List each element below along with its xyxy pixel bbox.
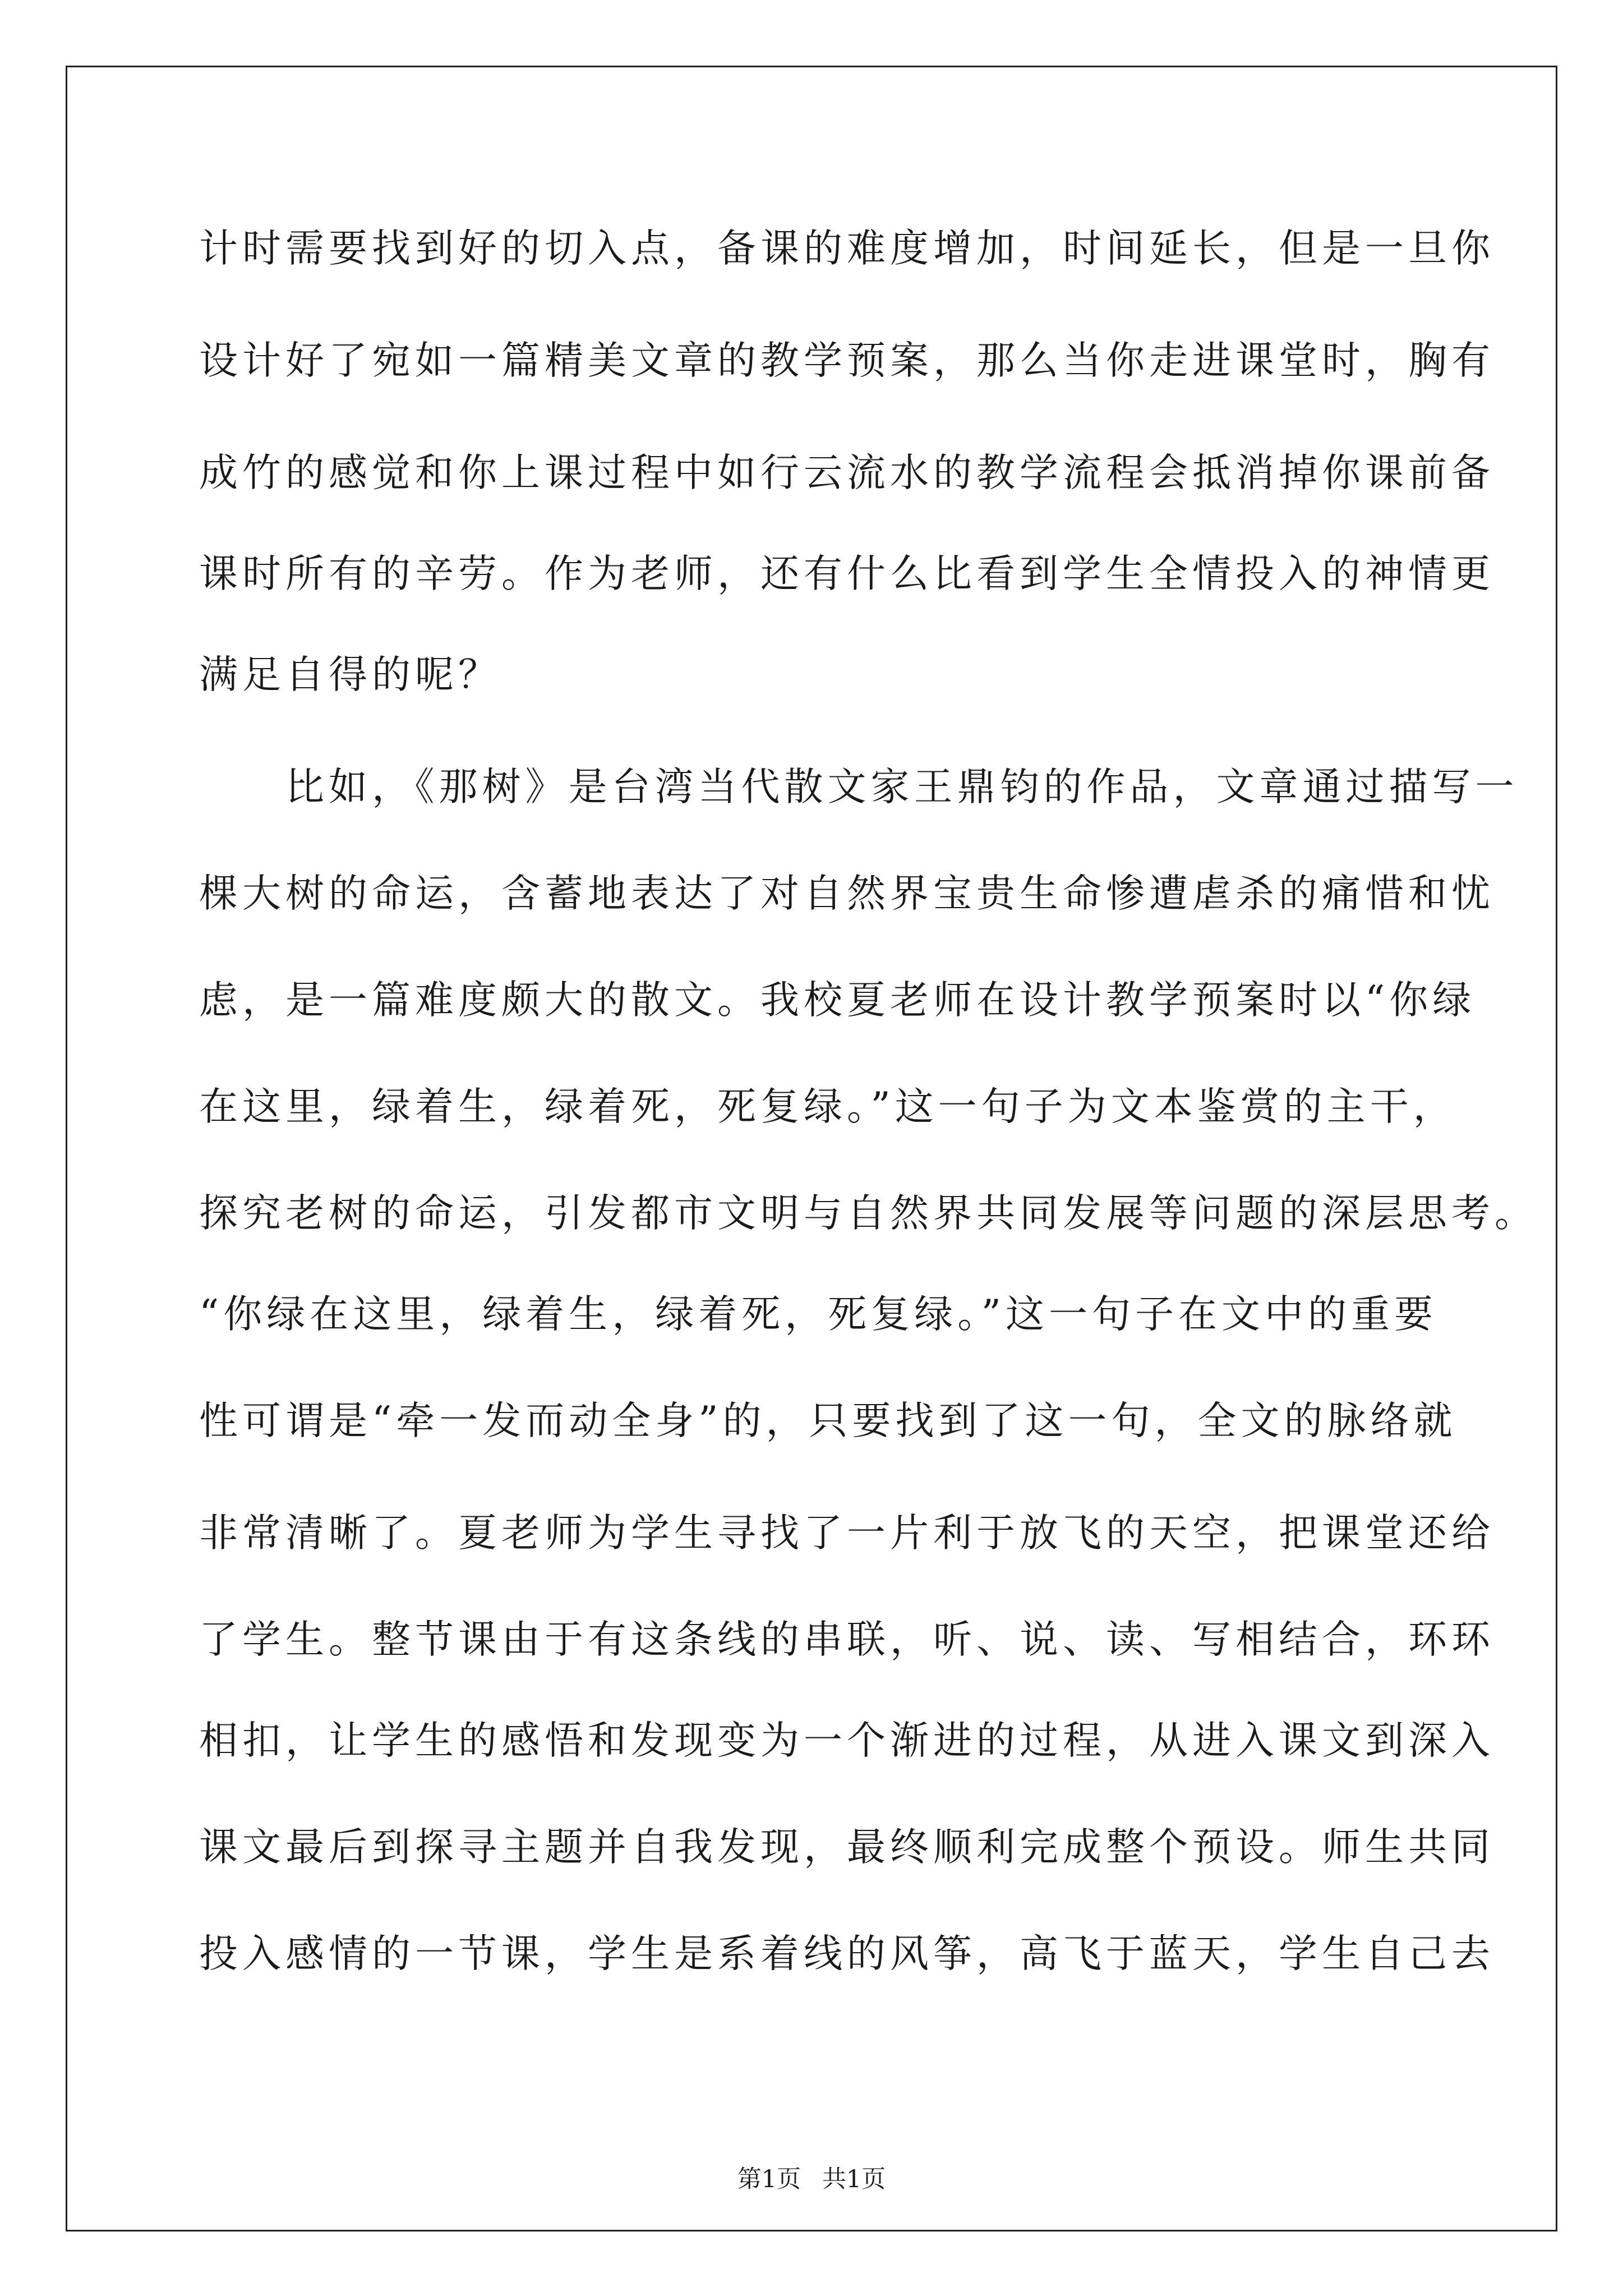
text-line: 在这里，绿着生，绿着死，死复绿。”这一句子为文本鉴赏的主干， [199,1084,1456,1129]
text-line: 非常清晰了。夏老师为学生寻找了一片利于放飞的天空，把课堂还给 [199,1511,1495,1556]
text-line: 成竹的感觉和你上课过程中如行云流水的教学流程会抵消掉你课前备 [199,450,1495,495]
text-line: 相扣，让学生的感悟和发现变为一个渐进的过程，从进入课文到深入 [199,1718,1495,1763]
page-footer [0,2165,1623,2193]
text-line: 探究老树的命运，引发都市文明与自然界共同发展等问题的深层思考。 [199,1191,1538,1236]
text-line: “你绿在这里，绿着生，绿着死，死复绿。”这一句子在文中的重要 [199,1292,1438,1337]
text-line: 虑，是一篇难度颇大的散文。我校夏老师在设计教学预案时以“你绿 [199,978,1476,1023]
page-border [66,66,1557,2231]
text-line: 投入感情的一节课，学生是系着线的风筝，高飞于蓝天，学生自己去 [199,1931,1495,1976]
page-number: 第1页 [737,2165,801,2193]
text-line: 棵大树的命运，含蓄地表达了对自然界宝贵生命惨遭虐杀的痛惜和忧 [199,871,1495,916]
text-line: 比如，《那树》是台湾当代散文家王鼎钧的作品，文章通过描写一 [199,765,1519,809]
text-line: 了学生。整节课由于有这条线的串联，听、说、读、写相结合，环环 [199,1617,1495,1662]
text-line: 课文最后到探寻主题并自我发现，最终顺利完成整个预设。师生共同 [199,1825,1495,1870]
text-line: 计时需要找到好的切入点，备课的难度增加，时间延长，但是一旦你 [199,226,1495,271]
text-line: 满足自得的呢？ [199,652,501,697]
text-line: 设计好了宛如一篇精美文章的教学预案，那么当你走进课堂时，胸有 [199,338,1495,383]
page-total: 共1页 [822,2165,886,2193]
text-line: 课时所有的辛劳。作为老师，还有什么比看到学生全情投入的神情更 [199,551,1495,596]
text-line: 性可谓是“牵一发而动全身”的，只要找到了这一句，全文的脉络就 [199,1398,1457,1443]
